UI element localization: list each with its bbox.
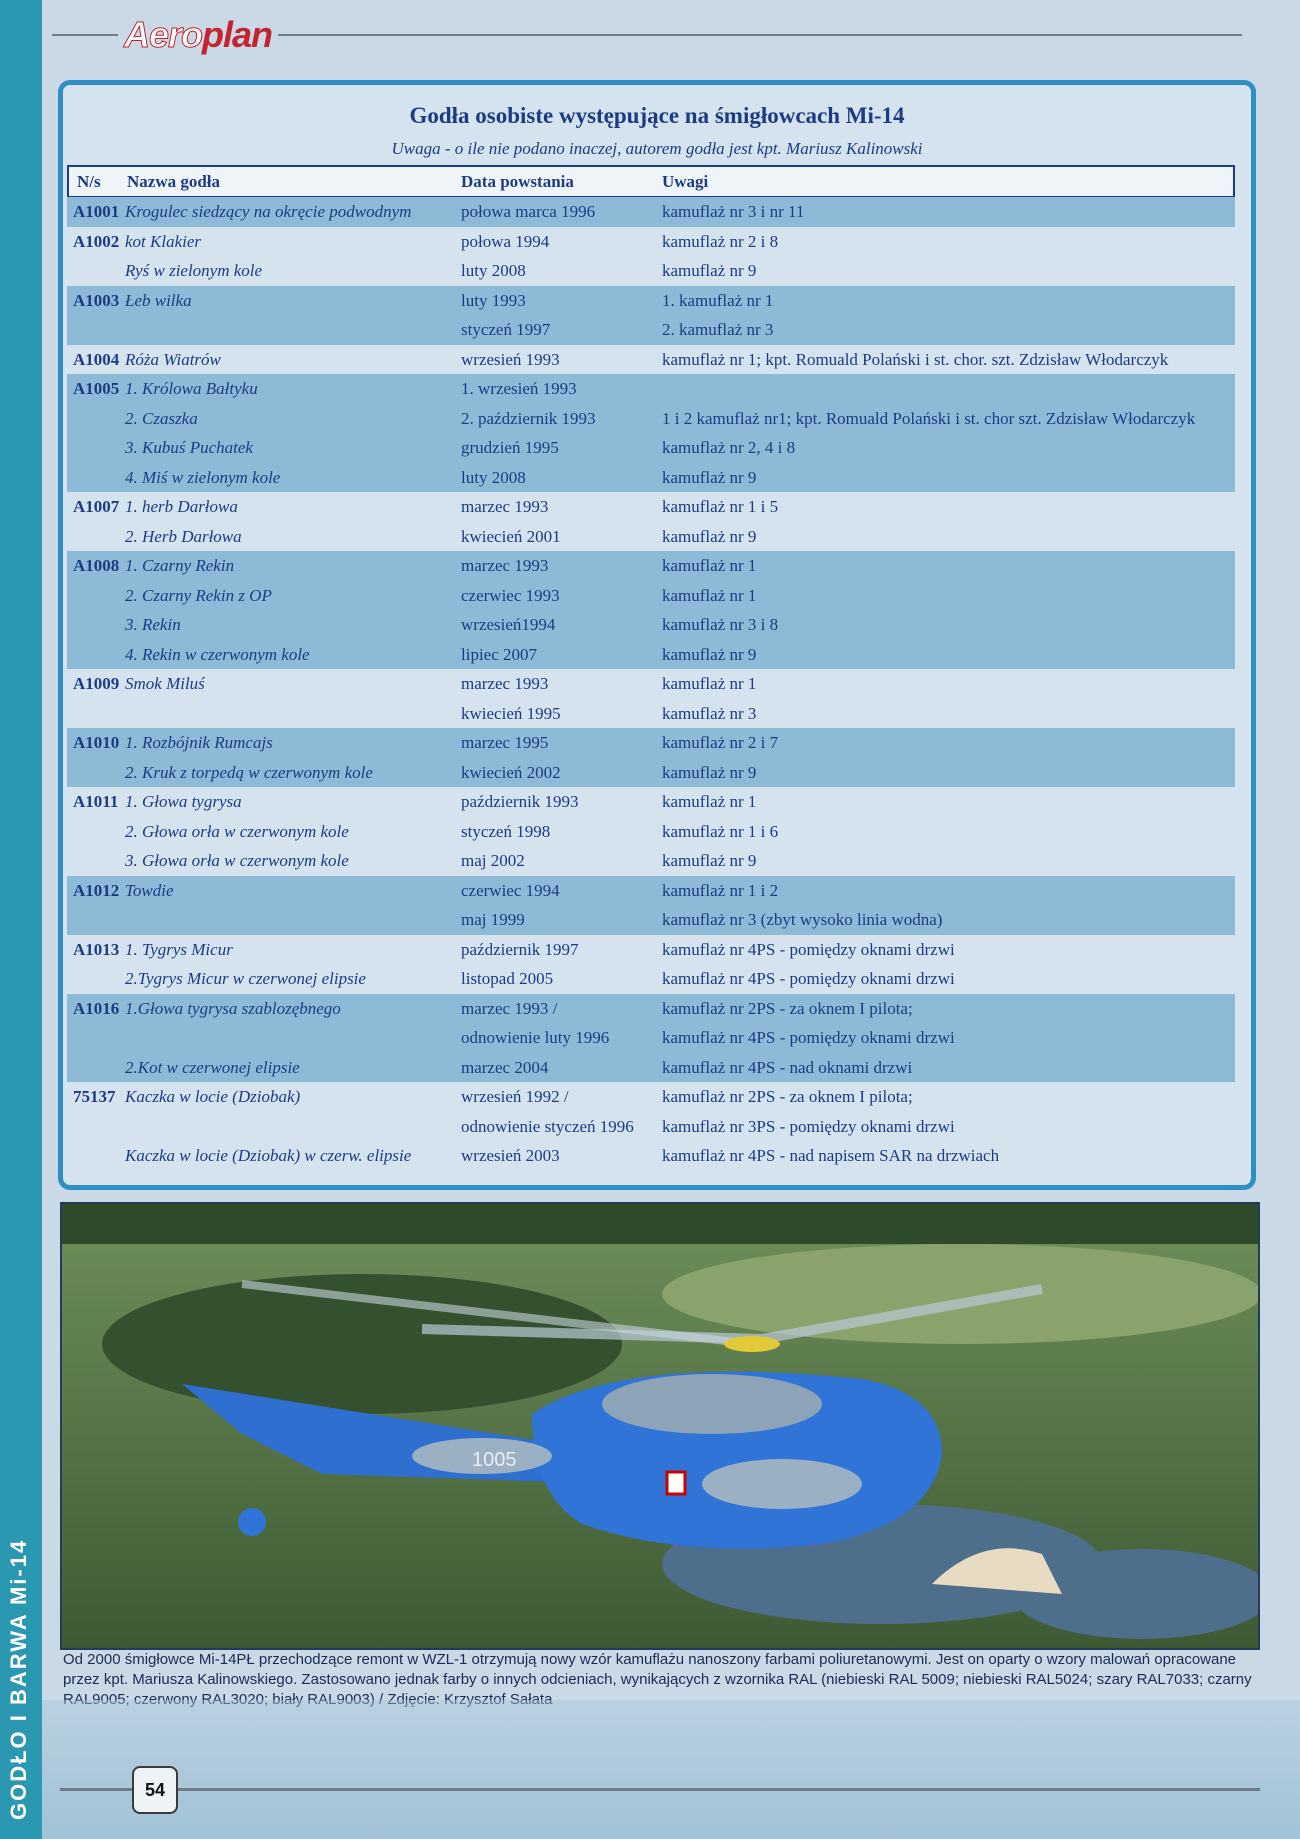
table-body (67, 197, 1235, 1171)
table-row (67, 787, 1235, 817)
table-row (67, 463, 1235, 493)
emblem-group (67, 551, 1235, 669)
cell-remarks: kamuflaż nr 9 (662, 851, 757, 870)
cell-date: styczeń 1998 (461, 821, 551, 841)
emblem-group (67, 492, 1235, 551)
cell-name: Towdie (125, 880, 174, 900)
cell-name: 4. Miś w zielonym kole (125, 467, 281, 487)
cell-remarks: kamuflaż nr 3PS - pomiędzy oknami drzwi (662, 1116, 955, 1136)
table-row (67, 1053, 1235, 1083)
cell-date: wrzesień1994 (461, 615, 556, 634)
tail-number: 1005 (472, 1449, 517, 1471)
cell-name: Ryś w zielonym kole (125, 261, 263, 280)
cell-name: 2.Kot w czerwonej elipsie (125, 1057, 300, 1077)
cell-remarks: 1 i 2 kamuflaż nr1; kpt. Romuald Polański i st. chor szt. Zdzisław Włodarczyk (662, 408, 1196, 428)
cell-date: 1. wrzesień 1993 (461, 379, 577, 398)
cell-date: marzec 1993 (461, 497, 549, 516)
table-row (67, 374, 1235, 404)
cell-date: połowa marca 1996 (461, 202, 596, 221)
cell-name: 2. Kruk z torpedą w czerwonym kole (125, 762, 373, 782)
cell-remarks: kamuflaż nr 1 i 6 (662, 821, 779, 841)
cell-date: kwiecień 2001 (461, 526, 561, 546)
cell-name: 2. Głowa orła w czerwonym kole (125, 821, 349, 841)
cell-remarks: kamuflaż nr 4PS - pomiędzy oknami drzwi (662, 939, 955, 959)
cell-name: 2. Czarny Rekin z OP (125, 585, 272, 605)
table-row (67, 286, 1235, 316)
cell-ns: A1012 (73, 880, 120, 900)
emblem-group (67, 728, 1235, 787)
emblems-table-panel (58, 80, 1256, 1190)
cell-date: październik 1997 (461, 939, 579, 959)
cell-date: luty 1993 (461, 290, 526, 310)
table-row (67, 817, 1235, 847)
magazine-logo (118, 14, 278, 56)
cell-name: 3. Kubuś Puchatek (125, 438, 253, 457)
table-row (67, 758, 1235, 788)
cell-name: 3. Głowa orła w czerwonym kole (125, 851, 349, 870)
cell-name: 2. Czaszka (125, 408, 198, 428)
cell-date: styczeń 1997 (461, 320, 551, 339)
cell-ns: 75137 (73, 1087, 116, 1106)
cell-date: grudzień 1995 (461, 438, 559, 457)
emblem-group (67, 227, 1235, 286)
table-row (67, 197, 1235, 227)
logo-part-a: Aero (124, 14, 203, 55)
cell-remarks: kamuflaż nr 2 i 8 (662, 231, 779, 251)
cell-name: 4. Rekin w czerwonym kole (125, 644, 310, 664)
cell-name: 1. Czarny Rekin (125, 556, 235, 575)
emblem-group (67, 197, 1235, 227)
logo-part-b: plan (202, 14, 273, 55)
header-ns: N/s (77, 172, 101, 191)
cell-remarks: kamuflaż nr 9 (662, 644, 757, 664)
cell-date: odnowienie styczeń 1996 (461, 1116, 634, 1136)
cell-ns: A1001 (73, 202, 120, 221)
cell-name: Róża Wiatrów (125, 349, 221, 369)
footer-backdrop (42, 1700, 1300, 1839)
table-header (67, 165, 1235, 198)
footer-rule (60, 1788, 1260, 1791)
cell-date: odnowienie luty 1996 (461, 1028, 610, 1047)
cell-remarks: 2. kamuflaż nr 3 (662, 320, 774, 339)
cell-name: 1. herb Darłowa (125, 497, 238, 516)
cell-date: wrzesień 1992 / (461, 1087, 569, 1106)
table-row (67, 669, 1235, 699)
table-row (67, 610, 1235, 640)
cell-date: listopad 2005 (461, 969, 554, 988)
cell-date: kwiecień 1995 (461, 703, 561, 723)
cell-name: Krogulec siedzący na okręcie podwodnym (125, 202, 412, 221)
cell-remarks: kamuflaż nr 1 (662, 556, 757, 575)
table-row (67, 964, 1235, 994)
cell-ns: A1007 (73, 497, 120, 516)
cell-ns: A1002 (73, 231, 120, 251)
cell-ns: A1004 (73, 349, 120, 369)
cell-date: marzec 1993 (461, 674, 549, 693)
section-label: GODŁO I BARWA Mi-14 (6, 1538, 31, 1820)
cell-date: wrzesień 2003 (461, 1146, 560, 1165)
cell-name: 2.Tygrys Micur w czerwonej elipsie (125, 969, 366, 988)
cell-date: 2. październik 1993 (461, 408, 596, 428)
table-row (67, 1141, 1235, 1171)
cell-remarks: kamuflaż nr 4PS - nad napisem SAR na drzwiach (662, 1146, 1000, 1165)
cell-ns: A1010 (73, 733, 120, 752)
cell-date: lipiec 2007 (461, 644, 538, 664)
emblem-group (67, 876, 1235, 935)
cell-remarks: kamuflaż nr 1; kpt. Romuald Polański i st. chor. szt. Zdzisław Włodarczyk (662, 349, 1169, 369)
table-row (67, 1112, 1235, 1142)
cell-name: Kaczka w locie (Dziobak) w czerw. elipsie (125, 1146, 412, 1165)
cell-remarks: kamuflaż nr 1 i 5 (662, 497, 779, 516)
table-row (67, 433, 1235, 463)
table-row (67, 905, 1235, 935)
table-row (67, 345, 1235, 375)
emblem-group (67, 345, 1235, 375)
table-row (67, 581, 1235, 611)
cell-remarks: kamuflaż nr 4PS - nad oknami drzwi (662, 1057, 913, 1077)
cell-name: 1. Tygrys Micur (125, 939, 233, 959)
cell-name: 1. Królowa Bałtyku (125, 379, 258, 398)
cell-date: maj 1999 (461, 910, 525, 929)
cell-remarks: kamuflaż nr 4PS - pomiędzy oknami drzwi (662, 969, 955, 988)
cell-remarks: kamuflaż nr 9 (662, 467, 757, 487)
helicopter-photo (60, 1202, 1260, 1650)
emblem-group (67, 935, 1235, 994)
cell-name: 2. Herb Darłowa (125, 526, 242, 546)
cell-name: 1. Głowa tygrysa (125, 792, 242, 811)
cell-remarks: kamuflaż nr 3 i nr 11 (662, 202, 805, 221)
cell-ns: A1003 (73, 290, 120, 310)
table-row (67, 1023, 1235, 1053)
cell-date: marzec 1993 (461, 556, 549, 575)
table-row (67, 404, 1235, 434)
cell-remarks: kamuflaż nr 1 (662, 674, 757, 693)
cell-remarks: kamuflaż nr 9 (662, 261, 757, 280)
table-row (67, 256, 1235, 286)
cell-date: maj 2002 (461, 851, 525, 870)
photo-caption: Od 2000 śmigłowce Mi-14PŁ przechodzące remont w WZL-1 otrzymują nowy wzór kamuflażu nanoszony farbami poliuretanowymi. Jest on oparty o wzory malowań opracowane przez kpt. Mariusza Kalinowskiego. Zastosowano jednak farby o innych odcieniach, wynikających z wzornika RAL (niebieski RAL 5009; niebieski RAL5024; szary RAL7033; czarny RAL9005; czerwony RAL3020; biały RAL9003) / Zdjęcie: Krzysztof Sałata (63, 1651, 1252, 1708)
cell-remarks: 1. kamuflaż nr 1 (662, 290, 774, 310)
cell-remarks: kamuflaż nr 1 (662, 792, 757, 811)
cell-remarks: kamuflaż nr 9 (662, 526, 757, 546)
cell-remarks: kamuflaż nr 1 (662, 585, 757, 605)
photo-illustration (62, 1204, 1258, 1648)
table-row (67, 640, 1235, 670)
cell-date: czerwiec 1994 (461, 880, 560, 900)
cell-remarks: kamuflaż nr 3 (zbyt wysoko linia wodna) (662, 910, 943, 929)
cell-remarks: kamuflaż nr 1 i 2 (662, 880, 779, 900)
cell-date: luty 2008 (461, 261, 526, 280)
cell-ns: A1016 (73, 998, 120, 1018)
table-row (67, 699, 1235, 729)
cell-date: połowa 1994 (461, 231, 550, 251)
table-row (67, 728, 1235, 758)
cell-name: 3. Rekin (125, 615, 181, 634)
cell-date: wrzesień 1993 (461, 349, 560, 369)
emblem-group (67, 1082, 1235, 1171)
table-row (67, 1082, 1235, 1112)
emblem-group (67, 787, 1235, 876)
cell-ns: A1013 (73, 939, 120, 959)
cell-remarks: kamuflaż nr 9 (662, 762, 757, 782)
cell-date: marzec 1993 / (461, 998, 558, 1018)
cell-name: Smok Miluś (125, 674, 205, 693)
table-title: Godła osobiste występujące na śmigłowcach Mi-14 (409, 103, 905, 128)
table-row (67, 935, 1235, 965)
cell-remarks: kamuflaż nr 3 (662, 703, 757, 723)
cell-remarks: kamuflaż nr 2 i 7 (662, 733, 779, 752)
header-name: Nazwa godła (127, 172, 221, 191)
cell-name: 1.Głowa tygrysa szablozębnego (125, 998, 341, 1018)
table-row (67, 846, 1235, 876)
header-date: Data powstania (461, 172, 574, 191)
cell-ns: A1005 (73, 379, 120, 398)
cell-name: 1. Rozbójnik Rumcajs (125, 733, 273, 752)
table-subtitle: Uwaga - o ile nie podano inaczej, autorem godła jest kpt. Mariusz Kalinowski (391, 139, 923, 158)
cell-remarks: kamuflaż nr 2, 4 i 8 (662, 438, 796, 457)
cell-ns: A1011 (73, 792, 119, 811)
cell-name: Kaczka w locie (Dziobak) (125, 1087, 301, 1106)
table-row (67, 994, 1235, 1024)
cell-date: kwiecień 2002 (461, 762, 561, 782)
cell-remarks: kamuflaż nr 2PS - za oknem I pilota; (662, 998, 913, 1018)
page-number: 54 (132, 1766, 178, 1814)
cell-ns: A1008 (73, 556, 120, 575)
cell-ns: A1009 (73, 674, 120, 693)
emblem-group (67, 286, 1235, 345)
cell-date: czerwiec 1993 (461, 585, 560, 605)
cell-date: marzec 1995 (461, 733, 549, 752)
emblem-group (67, 994, 1235, 1083)
cell-remarks: kamuflaż nr 4PS - pomiędzy oknami drzwi (662, 1028, 955, 1047)
emblem-group (67, 669, 1235, 728)
table-row (67, 315, 1235, 345)
cell-date: październik 1993 (461, 792, 579, 811)
cell-remarks: kamuflaż nr 3 i 8 (662, 615, 779, 634)
cell-remarks: kamuflaż nr 2PS - za oknem I pilota; (662, 1087, 913, 1106)
table-row (67, 551, 1235, 581)
cell-date: marzec 2004 (461, 1057, 549, 1077)
cell-name: Łeb wilka (125, 290, 192, 310)
table-row (67, 227, 1235, 257)
emblem-group (67, 374, 1235, 492)
table-row (67, 876, 1235, 906)
header-remarks: Uwagi (662, 172, 709, 191)
table-row (67, 492, 1235, 522)
cell-name: kot Klakier (125, 231, 202, 251)
table-row (67, 522, 1235, 552)
cell-date: luty 2008 (461, 467, 526, 487)
